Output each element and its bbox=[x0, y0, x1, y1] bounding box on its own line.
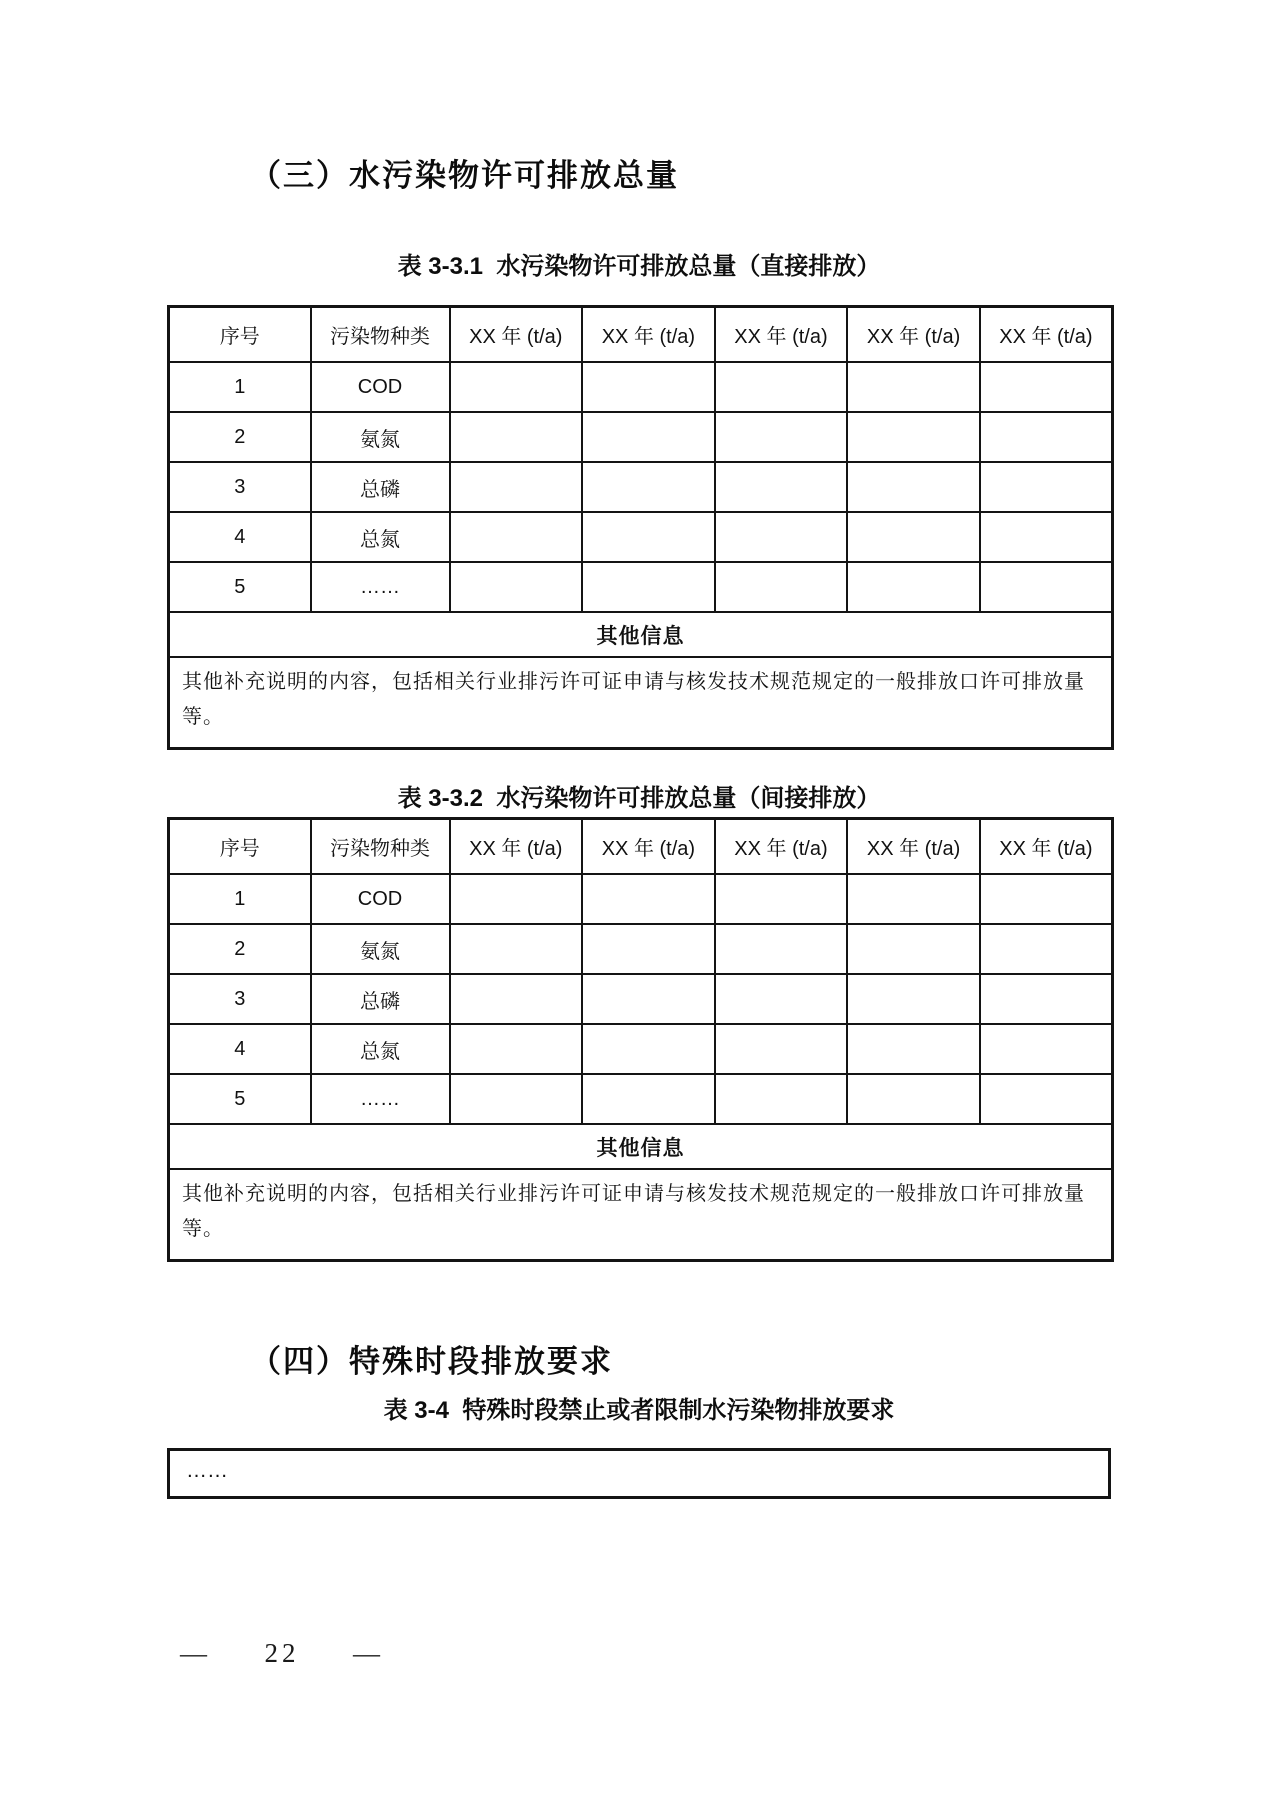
seq-cell: 2 bbox=[169, 412, 311, 462]
value-cell bbox=[450, 874, 583, 924]
value-cell bbox=[450, 1024, 583, 1074]
value-cell bbox=[450, 1074, 583, 1124]
table-row bbox=[169, 1074, 1113, 1124]
note-cell: 其他补充说明的内容，包括相关行业排污许可证申请与核发技术规范规定的一般排放口许可排放量等。 bbox=[169, 1169, 1113, 1261]
seq-cell: 1 bbox=[169, 362, 311, 412]
value-cell bbox=[847, 362, 980, 412]
seq-cell: 5 bbox=[169, 562, 311, 612]
pollutant-cell: …… bbox=[311, 562, 450, 612]
table-row bbox=[169, 874, 1113, 924]
value-cell bbox=[450, 924, 583, 974]
value-cell bbox=[980, 362, 1113, 412]
header-cell-year-2: XX 年 (t/a) bbox=[582, 819, 715, 875]
note-row bbox=[169, 657, 1113, 749]
value-cell bbox=[450, 412, 583, 462]
seq-cell: 5 bbox=[169, 1074, 311, 1124]
other-info-cell: 其他信息 bbox=[169, 1124, 1113, 1169]
value-cell bbox=[980, 462, 1113, 512]
value-cell bbox=[847, 874, 980, 924]
table-indirect-discharge bbox=[167, 817, 1114, 1262]
value-cell bbox=[450, 562, 583, 612]
value-cell bbox=[980, 1024, 1113, 1074]
table-row bbox=[169, 362, 1113, 412]
value-cell bbox=[450, 512, 583, 562]
value-cell bbox=[582, 874, 715, 924]
pollutant-cell: 氨氮 bbox=[311, 924, 450, 974]
pollutant-cell: 总氮 bbox=[311, 1024, 450, 1074]
header-cell-seq: 序号 bbox=[169, 307, 311, 363]
value-cell bbox=[450, 974, 583, 1024]
table-row bbox=[169, 412, 1113, 462]
value-cell bbox=[847, 1024, 980, 1074]
header-cell-year-3: XX 年 (t/a) bbox=[715, 819, 848, 875]
pollutant-cell: …… bbox=[311, 1074, 450, 1124]
seq-cell: 1 bbox=[169, 874, 311, 924]
pollutant-cell: COD bbox=[311, 362, 450, 412]
value-cell bbox=[980, 924, 1113, 974]
other-info-row bbox=[169, 1124, 1113, 1169]
other-info-cell: 其他信息 bbox=[169, 612, 1113, 657]
header-cell-year-1: XX 年 (t/a) bbox=[450, 819, 583, 875]
pollutant-cell: 总氮 bbox=[311, 512, 450, 562]
value-cell bbox=[847, 412, 980, 462]
value-cell bbox=[980, 974, 1113, 1024]
header-cell-year-1: XX 年 (t/a) bbox=[450, 307, 583, 363]
value-cell bbox=[582, 512, 715, 562]
value-cell bbox=[715, 924, 848, 974]
pollutant-cell: 总磷 bbox=[311, 974, 450, 1024]
pollutant-cell: 总磷 bbox=[311, 462, 450, 512]
value-cell bbox=[450, 362, 583, 412]
seq-cell: 2 bbox=[169, 924, 311, 974]
value-cell bbox=[847, 512, 980, 562]
table-row bbox=[169, 974, 1113, 1024]
value-cell bbox=[582, 1074, 715, 1124]
seq-cell: 4 bbox=[169, 1024, 311, 1074]
seq-cell: 4 bbox=[169, 512, 311, 562]
seq-cell: 3 bbox=[169, 974, 311, 1024]
table-3-4-placeholder-box bbox=[167, 1448, 1111, 1499]
table-row bbox=[169, 512, 1113, 562]
placeholder-text: …… bbox=[186, 1459, 228, 1482]
value-cell bbox=[715, 974, 848, 1024]
header-cell-year-5: XX 年 (t/a) bbox=[980, 307, 1113, 363]
section-4-heading: （四）特殊时段排放要求 bbox=[250, 1344, 613, 1379]
value-cell bbox=[715, 562, 848, 612]
table-header-row bbox=[169, 307, 1113, 363]
table-3-3-2-title: 表 3-3.2 水污染物许可排放总量（间接排放） bbox=[397, 785, 881, 812]
value-cell bbox=[582, 362, 715, 412]
value-cell bbox=[847, 1074, 980, 1124]
header-cell-seq: 序号 bbox=[169, 819, 311, 875]
value-cell bbox=[715, 1024, 848, 1074]
value-cell bbox=[847, 462, 980, 512]
value-cell bbox=[715, 412, 848, 462]
note-cell: 其他补充说明的内容，包括相关行业排污许可证申请与核发技术规范规定的一般排放口许可排放量等。 bbox=[169, 657, 1113, 749]
value-cell bbox=[582, 562, 715, 612]
value-cell bbox=[715, 1074, 848, 1124]
header-cell-year-2: XX 年 (t/a) bbox=[582, 307, 715, 363]
table-header-row bbox=[169, 819, 1113, 875]
pollutant-cell: COD bbox=[311, 874, 450, 924]
value-cell bbox=[582, 974, 715, 1024]
table-row bbox=[169, 462, 1113, 512]
value-cell bbox=[847, 924, 980, 974]
header-cell-year-4: XX 年 (t/a) bbox=[847, 819, 980, 875]
header-cell-pollutant-type: 污染物种类 bbox=[311, 307, 450, 363]
header-cell-year-5: XX 年 (t/a) bbox=[980, 819, 1113, 875]
table-row bbox=[169, 562, 1113, 612]
value-cell bbox=[980, 562, 1113, 612]
table-3-4-title: 表 3-4 特殊时段禁止或者限制水污染物排放要求 bbox=[383, 1397, 895, 1424]
seq-cell: 3 bbox=[169, 462, 311, 512]
table-3-3-1-title: 表 3-3.1 水污染物许可排放总量（直接排放） bbox=[397, 253, 881, 280]
table-row bbox=[169, 1024, 1113, 1074]
value-cell bbox=[980, 1074, 1113, 1124]
header-cell-pollutant-type: 污染物种类 bbox=[311, 819, 450, 875]
value-cell bbox=[582, 924, 715, 974]
value-cell bbox=[582, 412, 715, 462]
value-cell bbox=[582, 1024, 715, 1074]
value-cell bbox=[715, 874, 848, 924]
value-cell bbox=[980, 512, 1113, 562]
value-cell bbox=[715, 512, 848, 562]
table-direct-discharge bbox=[167, 305, 1114, 750]
section-3-heading: （三）水污染物许可排放总量 bbox=[250, 158, 679, 193]
value-cell bbox=[980, 874, 1113, 924]
page-number: — 22 — bbox=[180, 1638, 384, 1668]
table-row bbox=[169, 924, 1113, 974]
value-cell bbox=[450, 462, 583, 512]
header-cell-year-3: XX 年 (t/a) bbox=[715, 307, 848, 363]
value-cell bbox=[980, 412, 1113, 462]
other-info-row bbox=[169, 612, 1113, 657]
value-cell bbox=[715, 462, 848, 512]
value-cell bbox=[582, 462, 715, 512]
value-cell bbox=[847, 562, 980, 612]
value-cell bbox=[847, 974, 980, 1024]
note-row bbox=[169, 1169, 1113, 1261]
header-cell-year-4: XX 年 (t/a) bbox=[847, 307, 980, 363]
pollutant-cell: 氨氮 bbox=[311, 412, 450, 462]
value-cell bbox=[715, 362, 848, 412]
